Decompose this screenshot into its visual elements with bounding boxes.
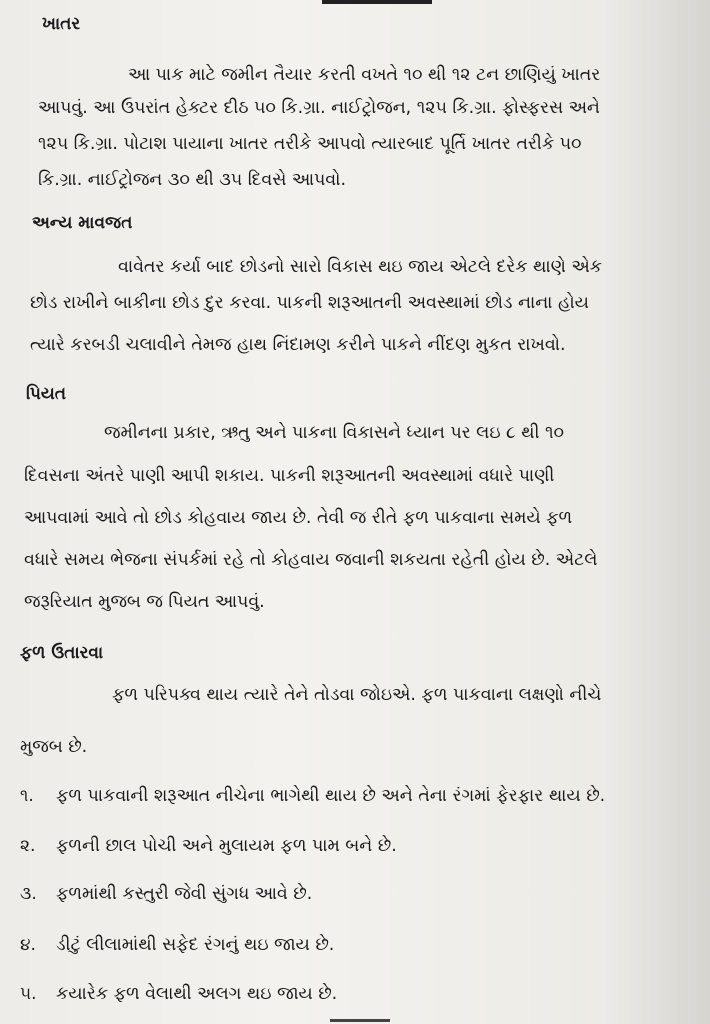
list-item-text: ફળમાંથી કસ્તુરી જેવી સુંગધ આવે છે. bbox=[56, 884, 313, 904]
paragraph-line: ૧૨૫ કિ.ગ્રા. પોટાશ પાયાના ખાતર તરીકે આપવો ત્યારબાદ પૂર્તિ ખાતર તરીકે ૫૦ bbox=[38, 134, 582, 154]
paragraph-line: ફળ પરિપક્વ થાય ત્યારે તેને તોડવા જોઇએ. ફળ પાકવાના લક્ષણો નીચે bbox=[112, 685, 602, 705]
bottom-rule bbox=[330, 1019, 390, 1022]
section-heading-harvesting: ફળ ઉતારવા bbox=[20, 643, 104, 663]
list-item-number: ૧. bbox=[20, 786, 34, 806]
paragraph-line: જમીનના પ્રકાર, ઋતુ અને પાકના વિકાસને ધ્યાન પર લઇ ૮ થી ૧૦ bbox=[104, 423, 564, 443]
list-item-text: ફળની છાલ પોચી અને મુલાયમ ફળ પામ બને છે. bbox=[56, 836, 397, 856]
section-heading-irrigation: પિયત bbox=[26, 384, 67, 404]
paragraph-line: દિવસના અંતરે પાણી આપી શકાય. પાકની શરૂઆતની અવસ્થામાં વધારે પાણી bbox=[24, 466, 555, 486]
paragraph-line: વાવેતર કર્યા બાદ છોડનો સારો વિકાસ થઇ જાય એટલે દરેક થાણે એક bbox=[118, 257, 602, 277]
list-item-text: ડીટું લીલામાંથી સફેદ રંગનું થઇ જાય છે. bbox=[56, 935, 335, 955]
paragraph-line: કિ.ગ્રા. નાઈટ્રોજન ૩૦ થી ૩૫ દિવસે આપવો. bbox=[38, 170, 346, 190]
list-item-text: ફળ પાકવાની શરૂઆત નીચેના ભાગેથી થાય છે અને તેના રંગમાં ફેરફાર થાય છે. bbox=[56, 786, 606, 806]
paragraph-line: વધારે સમય ભેજના સંપર્કમાં રહે તો કોહવાય જવાની શકયતા રહેતી હોય છે. એટલે bbox=[24, 550, 598, 570]
paragraph-line: આપવું. આ ઉપરાંત હેક્ટર દીઠ ૫૦ કિ.ગ્રા. નાઈટ્રોજન, ૧૨૫ કિ.ગ્રા. ફોસ્ફરસ અને bbox=[38, 98, 600, 118]
list-item-number: ૨. bbox=[20, 836, 36, 856]
top-rule bbox=[322, 0, 432, 4]
list-item-number: ૪. bbox=[20, 935, 36, 955]
section-heading-other-care: અન્ય માવજત bbox=[32, 213, 133, 233]
paragraph-line: છોડ રાખીને બાકીના છોડ દુર કરવા. પાકની શરૂઆતની અવસ્થામાં છોડ નાના હોય bbox=[30, 293, 589, 313]
list-item-text: કયારેક ફળ વેલાથી અલગ થઇ જાય છે. bbox=[56, 984, 338, 1004]
paragraph-line: ત્યારે કરબડી ચલાવીને તેમજ હાથ નિંદામણ કરીને પાકને નીંદણ મુકત રાખવો. bbox=[30, 335, 566, 355]
paragraph-line: આપવામાં આવે તો છોડ કોહવાય જાય છે. તેવી જ રીતે ફળ પાકવાના સમયે ફળ bbox=[24, 508, 573, 528]
paragraph-line: મુજબ છે. bbox=[20, 737, 88, 757]
paragraph-line: આ પાક માટે જમીન તૈયાર કરતી વખતે ૧૦ થી ૧૨ ટન છાણિયું ખાતર bbox=[128, 65, 601, 85]
paragraph-line: જરૂરિયાત મુજબ જ પિયત આપવું. bbox=[24, 592, 265, 612]
list-item-number: ૫. bbox=[20, 984, 37, 1004]
list-item-number: ૩. bbox=[20, 884, 37, 904]
section-heading-fertilizer: ખાતર bbox=[42, 14, 81, 34]
